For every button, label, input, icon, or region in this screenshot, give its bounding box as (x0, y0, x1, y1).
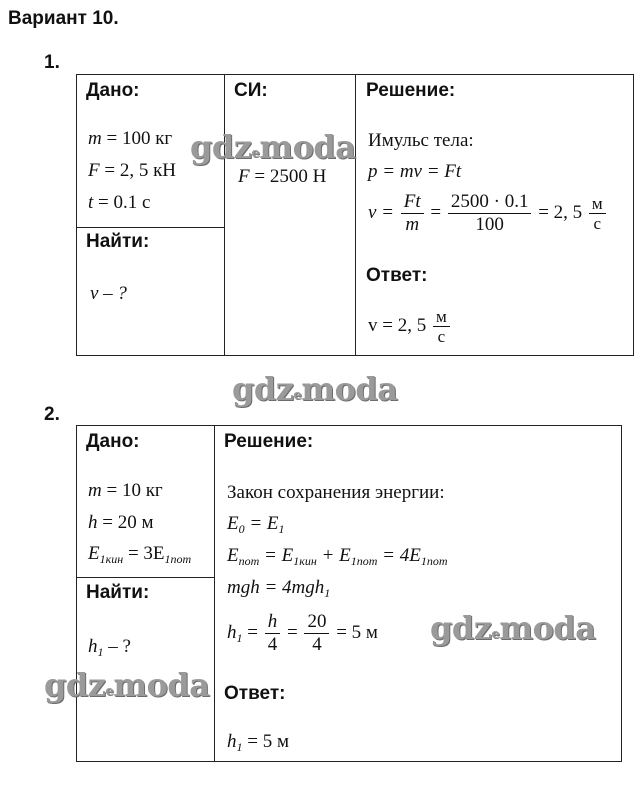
problem2-given-h: h = 20 м (88, 512, 154, 533)
problem2-formula-1: $E_0 = E_1$ (227, 513, 285, 536)
problem1-given-F: F = 2, 5 кН (88, 160, 177, 181)
problem1-formula-v: v = $\frac{Ft}{m}$ = $\frac{2500 \cdot 0.1}{100}$ = 2, 5 $\frac{м}{с}$ (368, 191, 608, 236)
problem1-find-header: Найти: (86, 231, 150, 252)
problem2-answer: $h_1 = 5$ м (227, 731, 289, 754)
problem2-given-m: m = 10 кг (88, 480, 163, 501)
problem2-find: $h_1$ – ? (88, 636, 131, 659)
problem2-given-E: $E_{1кин} = 3E_{1пот}$ (88, 543, 192, 566)
problem2-given-find-divider (76, 577, 215, 578)
problem2-formula-2: $E_{пот} = E_{1кин} + E_{1пот} = 4E_{1пот}$ (227, 545, 448, 568)
problem2-answer-header: Ответ: (224, 683, 286, 704)
problem2-divider (214, 425, 215, 762)
problem1-given-header: Дано: (86, 80, 140, 101)
problem1-divider-2 (355, 74, 356, 356)
problem2-given-header: Дано: (86, 431, 140, 452)
problem1-solution-header: Решение: (366, 80, 456, 101)
problem1-given-find-divider (76, 227, 225, 228)
problem1-find: v – ? (90, 283, 127, 304)
watermark-logo: gdzemoda (430, 609, 596, 647)
problem1-number: 1. (44, 52, 60, 73)
problem2-law-text: Закон сохранения энергии: (227, 482, 445, 503)
problem1-formula-momentum: p = mv = Ft (368, 161, 462, 182)
problem1-divider-1 (224, 74, 225, 356)
variant-title: Вариант 10. (8, 8, 119, 29)
problem2-formula-3: mgh = 4mgh$_1$ (227, 577, 331, 600)
problem1-answer-header: Ответ: (366, 265, 428, 286)
problem1-momentum-text: Имульс тела: (368, 130, 474, 151)
watermark-logo: gdzemoda (190, 128, 356, 166)
problem1-given-t: t = 0.1 с (88, 192, 151, 213)
problem1-given-m: m = 100 кг (88, 128, 173, 149)
watermark-logo: gdzemoda (44, 666, 210, 704)
problem2-find-header: Найти: (86, 582, 150, 603)
problem1-si-F: F = 2500 Н (238, 166, 327, 187)
problem2-formula-h1: $h_1$ = $\frac{h}{4}$ = $\frac{20}{4}$ = 5 м (227, 611, 378, 655)
problem2-number: 2. (44, 404, 60, 425)
problem2-solution-header: Решение: (224, 431, 314, 452)
problem1-answer: v = 2, 5 $\frac{м}{с}$ (368, 307, 452, 346)
problem2-table (76, 425, 622, 762)
problem1-si-header: СИ: (234, 80, 268, 101)
watermark-logo: gdzemoda (232, 370, 398, 408)
